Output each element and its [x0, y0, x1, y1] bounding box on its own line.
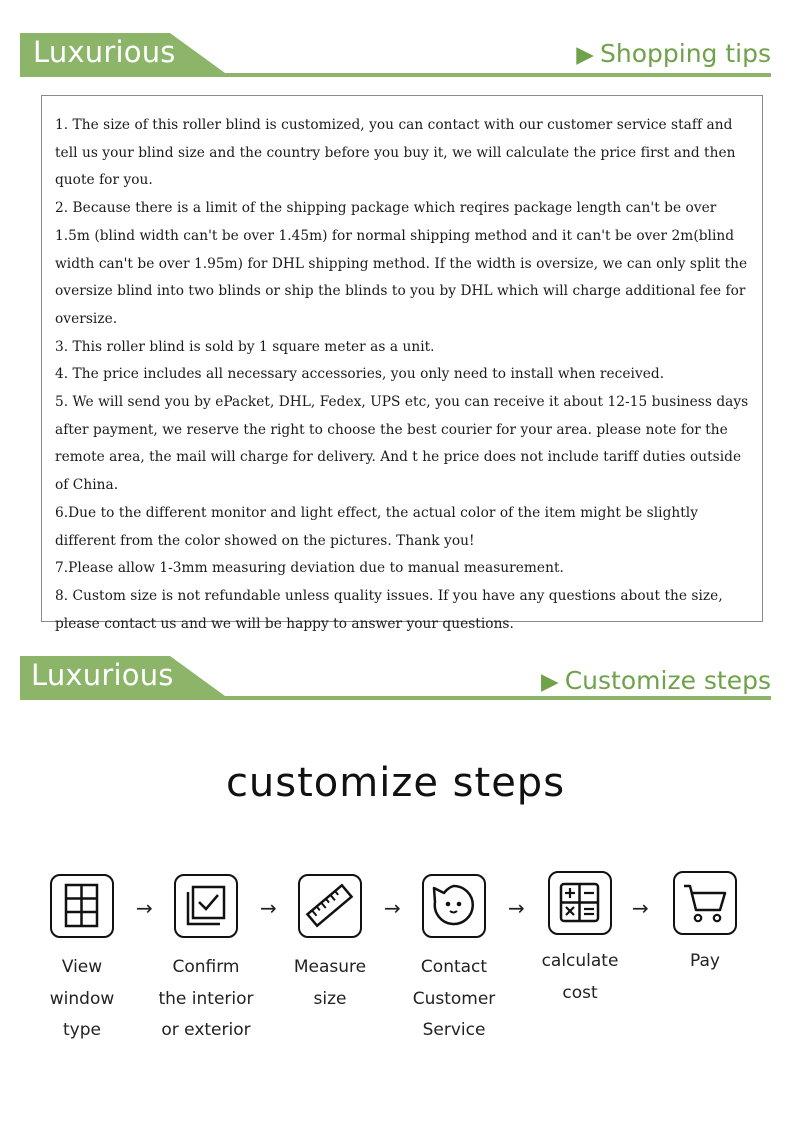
- step-label: Measure size: [293, 957, 367, 1009]
- arrow-right-icon: →: [260, 896, 277, 920]
- step-label: Contact Customer Service: [412, 957, 496, 1040]
- arrow-right-icon: →: [632, 896, 649, 920]
- steps-title: customize steps: [225, 760, 566, 806]
- tip-item: 8. Custom size is not refundable unless quality issues. If you have any questions about the size, please contact us and we will be happy to answer your questions.: [55, 587, 723, 632]
- banner-title-text: Customize steps: [564, 666, 771, 695]
- section-banner-shopping-tips: [20, 33, 771, 79]
- step-calculate-cost: [530, 874, 630, 1009]
- calculator-icon: [548, 871, 612, 935]
- window-icon: [50, 874, 114, 938]
- triangle-icon: ▶: [541, 669, 559, 695]
- cart-icon: [673, 871, 737, 935]
- step-view-window: [32, 874, 132, 1047]
- step-label: Pay: [690, 951, 720, 971]
- tip-item: 1. The size of this roller blind is customized, you can contact with our customer service staff and tell us your blind size and the country before you buy it, we will calculate the price first and then quote for you.: [55, 117, 736, 189]
- ruler-icon: [298, 874, 362, 938]
- banner-title-text: Shopping tips: [600, 39, 771, 68]
- tip-item: 4. The price includes all necessary accessories, you only need to install when received.: [55, 366, 665, 383]
- banner-tab: [20, 656, 225, 696]
- banner-tab-label: Luxurious: [33, 35, 176, 69]
- step-measure-size: [280, 874, 380, 1015]
- step-label: calculate cost: [541, 951, 619, 1003]
- arrow-right-icon: →: [136, 896, 153, 920]
- banner-tab: [20, 33, 225, 73]
- step-label: Confirm the interior or exterior: [158, 957, 254, 1040]
- banner-title: [576, 39, 771, 68]
- step-label: View window type: [49, 957, 115, 1040]
- arrow-right-icon: →: [384, 896, 401, 920]
- step-confirm-interior: [156, 874, 256, 1047]
- banner-tab-label: Luxurious: [31, 658, 174, 692]
- tip-item: 2. Because there is a limit of the shipping package which reqires package length can't be over 1.5m (blind width can't be over 1.45m) for normal shipping method and it can't be over 2m(blind width can't be over 1.95m) for DHL shipping method. If the width is oversize, we can only split the oversize blind into two blinds or ship the blinds to you by DHL which will charge additional fee for oversize.: [55, 200, 748, 327]
- step-pay: [655, 874, 755, 978]
- customize-steps-panel: [20, 738, 771, 1123]
- tip-item: 7.Please allow 1-3mm measuring deviation due to manual measurement.: [55, 560, 564, 577]
- banner-rule: [20, 696, 771, 700]
- checkbox-icon: [174, 874, 238, 938]
- tip-item: 3. This roller blind is sold by 1 square meter as a unit.: [55, 338, 435, 355]
- triangle-icon: ▶: [576, 42, 594, 68]
- shopping-tips-box: [41, 95, 763, 632]
- tip-item: 5. We will send you by ePacket, DHL, Fedex, UPS etc, you can receive it about 12-15 business days after payment, we reserve the right to choose the best courier for your area. please note for the remote area, the mail will charge for delivery. And t he price does not include tariff duties outside of China.: [55, 394, 749, 494]
- banner-title: [541, 666, 771, 695]
- section-banner-customize-steps: [20, 656, 771, 702]
- arrow-right-icon: →: [508, 896, 525, 920]
- banner-rule: [20, 73, 771, 77]
- step-contact-service: [404, 874, 504, 1047]
- tip-item: 6.Due to the different monitor and light effect, the actual color of the item might be slightly different from the color showed on the pictures. Thank you!: [55, 504, 699, 549]
- chat-face-icon: [422, 874, 486, 938]
